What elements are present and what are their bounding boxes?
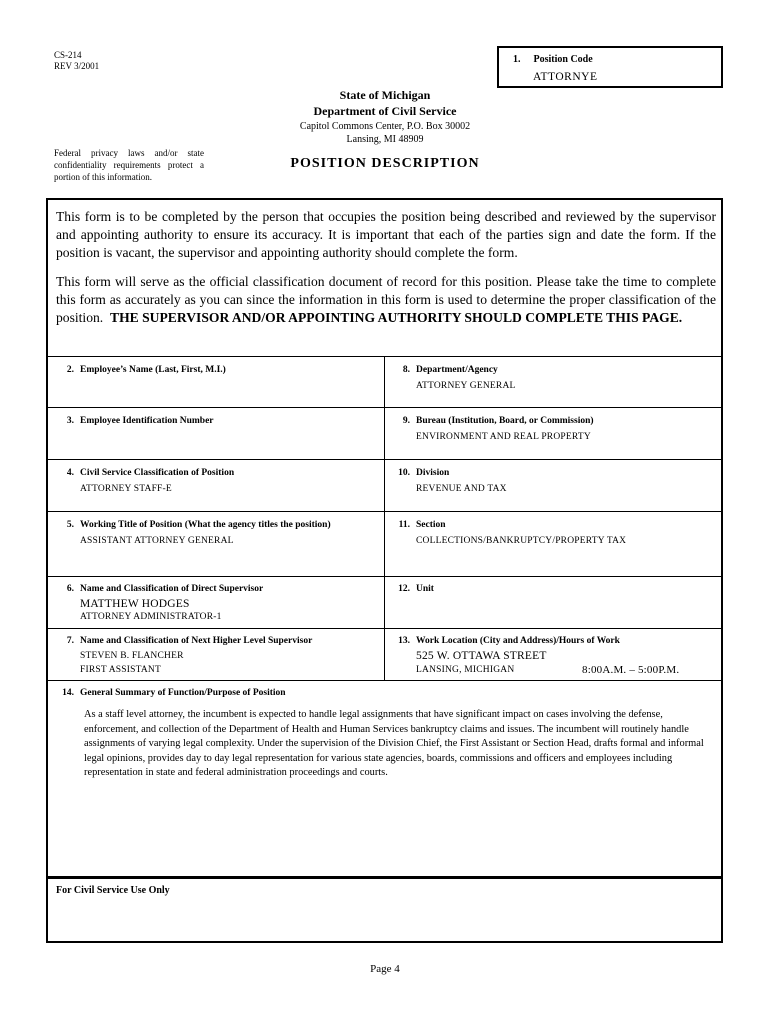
row-divider xyxy=(48,680,721,681)
position-code-label: Position Code xyxy=(533,54,593,65)
division-value[interactable]: REVENUE AND TAX xyxy=(416,484,507,494)
field-department-agency: 8. Department/Agency ATTORNEY GENERAL xyxy=(390,364,715,393)
form-revision: REV 3/2001 xyxy=(54,61,100,71)
privacy-notice: Federal privacy laws and/or state confidentiality requirements protect a portion of this information. xyxy=(54,148,204,182)
form-code: CS-214 xyxy=(54,50,82,60)
field-label: Unit xyxy=(416,584,434,594)
page-title: POSITION DESCRIPTION xyxy=(290,156,480,171)
work-city[interactable]: LANSING, MICHIGAN xyxy=(416,665,515,675)
field-division: 10. Division REVENUE AND TAX xyxy=(390,467,715,496)
form-main-box xyxy=(46,198,723,943)
position-code-value[interactable]: ATTORNYE xyxy=(533,71,598,83)
field-label: Department/Agency xyxy=(416,365,498,375)
civil-service-use-box xyxy=(48,876,721,941)
field-bureau: 9. Bureau (Institution, Board, or Commission) ENVIRONMENT AND REAL PROPERTY xyxy=(390,415,715,444)
field-label: Division xyxy=(416,468,450,478)
field-working-title: 5. Working Title of Position (What the agency titles the position) ASSISTANT ATTORNEY GENERAL xyxy=(54,519,379,548)
field-label: General Summary of Function/Purpose of Position xyxy=(80,688,286,698)
instructions-text: This form will serve as the official classification document of record for this position. Please take the time to complete this form as accurately as you can since the information in this form is used to determine the proper classification of the position. xyxy=(56,274,716,325)
working-title-value[interactable]: ASSISTANT ATTORNEY GENERAL xyxy=(80,536,234,546)
position-code-number: 1. xyxy=(513,54,521,65)
field-label: Employee’s Name (Last, First, M.I.) xyxy=(80,365,226,375)
next-supervisor-classification[interactable]: FIRST ASSISTANT xyxy=(80,665,161,675)
state-name: State of Michigan xyxy=(339,88,431,102)
field-work-location: 13. Work Location (City and Address)/Hours of Work 525 W. OTTAWA STREET LANSING, MICHIGAN 8:00A.M. – 5:00P.M. xyxy=(390,635,715,677)
civil-service-use-label: For Civil Service Use Only xyxy=(56,885,170,896)
address-line-1: Capitol Commons Center, P.O. Box 30002 xyxy=(299,121,471,132)
next-supervisor-name[interactable]: STEVEN B. FLANCHER xyxy=(80,651,184,661)
work-city-hours xyxy=(416,664,715,677)
work-hours[interactable]: 8:00A.M. – 5:00P.M. xyxy=(582,664,680,676)
field-section: 11. Section COLLECTIONS/BANKRUPTCY/PROPERTY TAX xyxy=(390,519,715,548)
bureau-value[interactable]: ENVIRONMENT AND REAL PROPERTY xyxy=(416,432,591,442)
department-name: Department of Civil Service xyxy=(313,104,457,118)
field-label: Civil Service Classification of Position xyxy=(80,468,235,478)
direct-supervisor-classification[interactable]: ATTORNEY ADMINISTRATOR-1 xyxy=(80,612,222,622)
field-label: Bureau (Institution, Board, or Commission) xyxy=(416,416,594,426)
instructions xyxy=(56,208,716,338)
instructions-paragraph-2 xyxy=(56,273,716,327)
work-address[interactable]: 525 W. OTTAWA STREET xyxy=(416,650,547,662)
address-line-2: Lansing, MI 48909 xyxy=(346,134,424,145)
field-employee-id: 3. Employee Identification Number xyxy=(66,416,214,426)
section-value[interactable]: COLLECTIONS/BANKRUPTCY/PROPERTY TAX xyxy=(416,536,627,546)
field-label: Employee Identification Number xyxy=(80,416,214,426)
direct-supervisor-name[interactable]: MATTHEW HODGES xyxy=(80,598,190,610)
position-code-box xyxy=(497,46,723,88)
field-label: Section xyxy=(416,520,446,530)
instructions-bold-text: THE SUPERVISOR AND/OR APPOINTING AUTHORITY SHOULD COMPLETE THIS PAGE. xyxy=(110,310,683,325)
field-label: Working Title of Position (What the agency titles the position) xyxy=(80,520,331,530)
field-classification: 4. Civil Service Classification of Position ATTORNEY STAFF-E xyxy=(54,467,379,496)
field-label: Name and Classification of Next Higher Level Supervisor xyxy=(80,636,313,646)
department-agency-value[interactable]: ATTORNEY GENERAL xyxy=(416,381,516,391)
field-label: Work Location (City and Address)/Hours of Work xyxy=(416,636,620,646)
field-employee-name: 2. Employee’s Name (Last, First, M.I.) xyxy=(66,365,226,375)
page-number: Page 4 xyxy=(370,963,400,975)
classification-value[interactable]: ATTORNEY STAFF-E xyxy=(80,484,172,494)
field-unit: 12. Unit xyxy=(398,584,434,594)
instructions-paragraph-1: This form is to be completed by the person that occupies the position being described and reviewed by the supervisor and appointing authority to ensure its accuracy. It is important that each of the parties sign and date the form. If the position is vacant, the supervisor and appointing authority should complete the form. xyxy=(56,209,716,260)
general-summary-value[interactable]: As a staff level attorney, the incumbent is expected to handle legal assignments that have significant impact on cases involving the defense, enforcement, and collection of the Department of Health and Human Services bankruptcy claims and issues. The incumbent will routinely handle assignments of varying legal complexity. Under the supervision of the Division Chief, the First Assistant or Section Head, drafts formal and informal legal opinions, provides day to day legal representation for various state agencies, boards, commissions and officers and employees including representation in state and federal administration proceedings and courts. xyxy=(84,709,704,778)
field-general-summary: 14. General Summary of Function/Purpose of Position xyxy=(62,688,286,698)
form-id xyxy=(54,50,99,72)
field-direct-supervisor: 6. Name and Classification of Direct Supervisor MATTHEW HODGES ATTORNEY ADMINISTRATOR-1 xyxy=(54,583,379,624)
field-label: Name and Classification of Direct Supervisor xyxy=(80,584,264,594)
field-next-supervisor: 7. Name and Classification of Next Higher Level Supervisor STEVEN B. FLANCHER FIRST ASSISTANT xyxy=(54,635,379,677)
column-divider xyxy=(384,356,385,680)
